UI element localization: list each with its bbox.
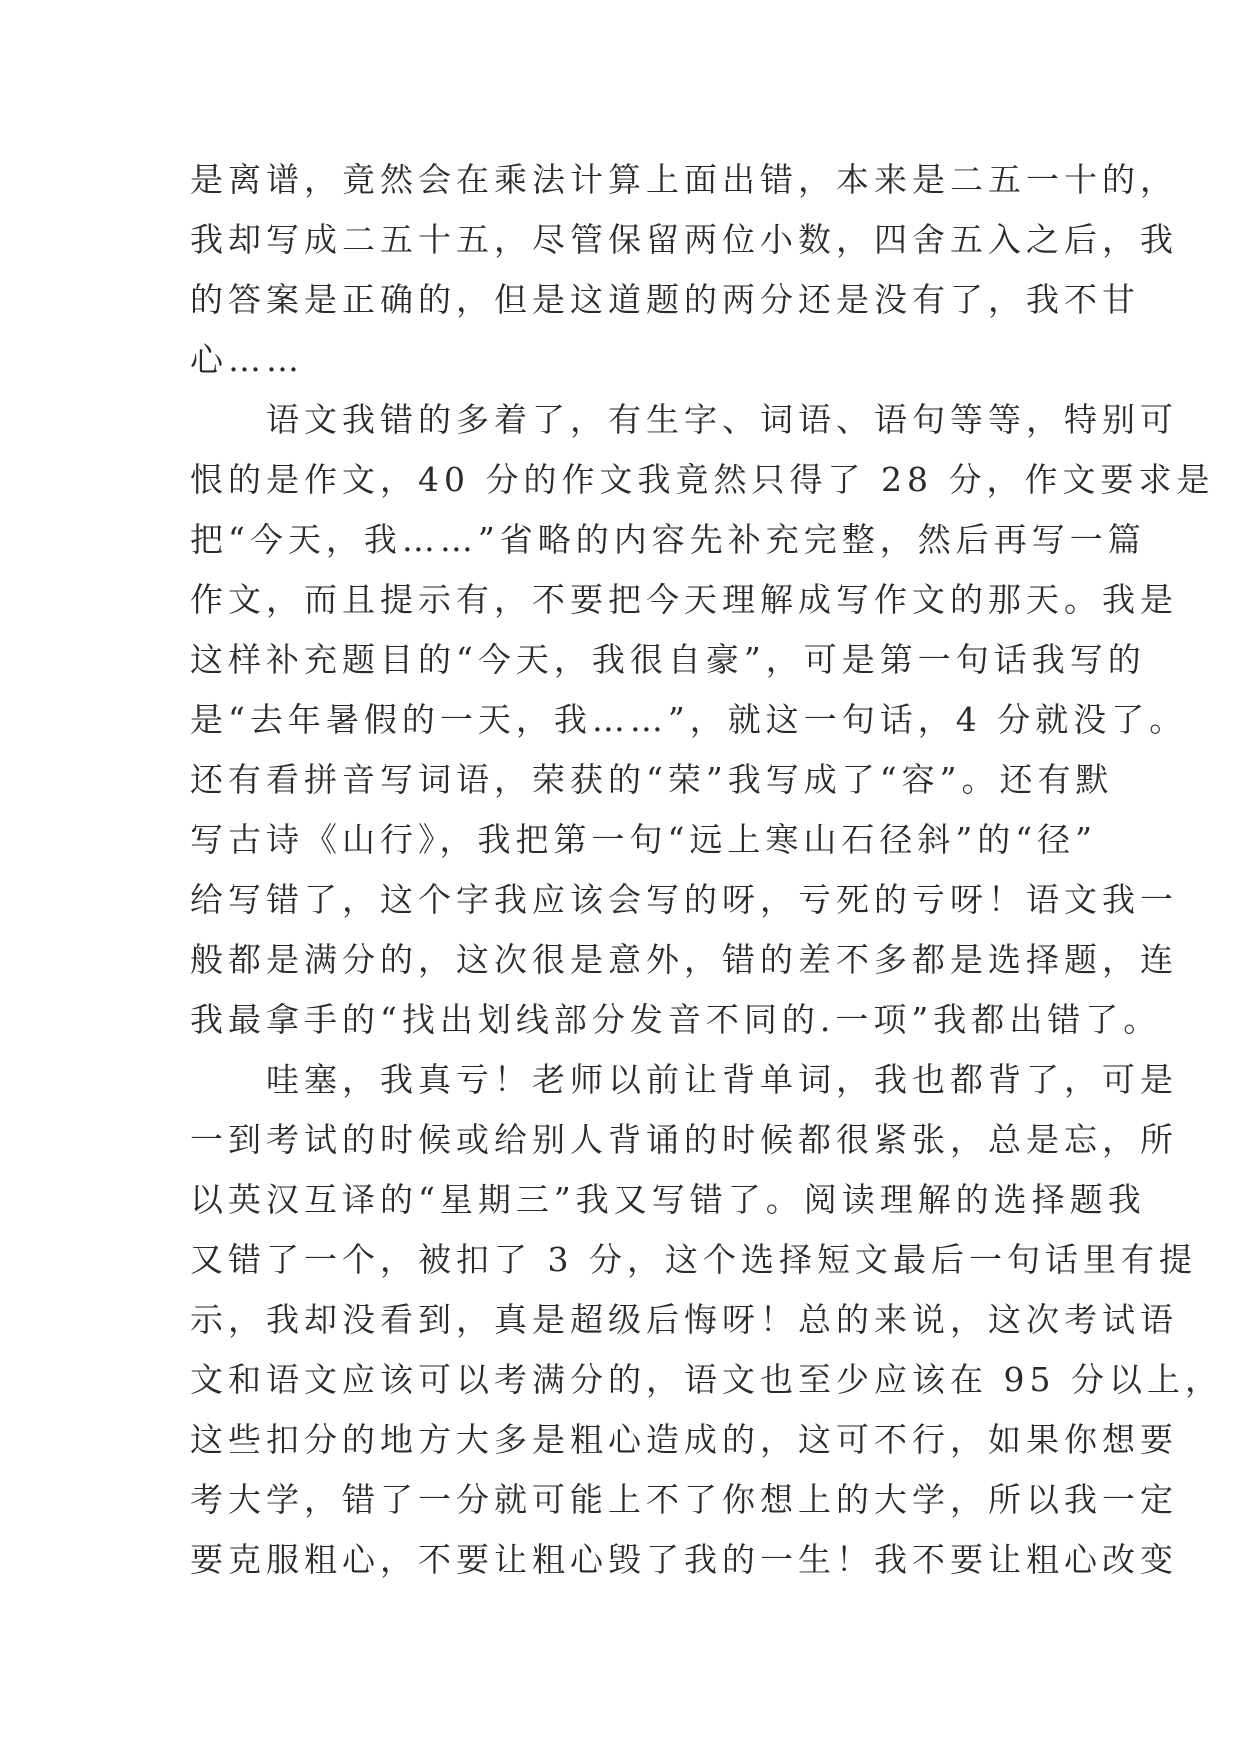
text-line: 这样补充题目的“今天，我很自豪”，可是第一句话我写的 [190, 640, 1146, 679]
text-line: 我却写成二五十五，尽管保留两位小数，四舍五入之后，我 [190, 220, 1178, 259]
text-line: 是“去年暑假的一天，我……”，就这一句话，4 分就没了。 [190, 700, 1188, 739]
text-line: 恨的是作文，40 分的作文我竟然只得了 28 分，作文要求是 [190, 460, 1215, 499]
text-line: 这些扣分的地方大多是粗心造成的，这可不行，如果你想要 [190, 1420, 1178, 1459]
text-line: 写古诗《山行》，我把第一句“远上寒山石径斜”的“径” [190, 820, 1097, 859]
document-body [190, 150, 1223, 1590]
text-line: 的答案是正确的，但是这道题的两分还是没有了，我不甘 [190, 280, 1140, 319]
text-line: 以英汉互译的“星期三”我又写错了。阅读理解的选择题我 [190, 1180, 1146, 1219]
text-line: 语文我错的多着了，有生字、词语、语句等等，特别可 [190, 400, 1178, 439]
text-line: 心…… [190, 340, 304, 379]
text-line: 示，我却没看到，真是超级后悔呀！总的来说，这次考试语 [190, 1300, 1178, 1339]
text-line: 要克服粗心，不要让粗心毁了我的一生！我不要让粗心改变 [190, 1540, 1178, 1579]
text-line: 把“今天，我……”省略的内容先补充完整，然后再写一篇 [190, 520, 1146, 559]
text-line: 作文，而且提示有，不要把今天理解成写作文的那天。我是 [190, 580, 1178, 619]
text-line: 般都是满分的，这次很是意外，错的差不多都是选择题，连 [190, 940, 1178, 979]
text-line: 又错了一个，被扣了 3 分，这个选择短文最后一句话里有提 [190, 1240, 1197, 1279]
text-line: 文和语文应该可以考满分的，语文也至少应该在 95 分以上， [190, 1360, 1223, 1399]
text-line: 给写错了，这个字我应该会写的呀，亏死的亏呀！语文我一 [190, 880, 1178, 919]
text-line: 一到考试的时候或给别人背诵的时候都很紧张，总是忘，所 [190, 1120, 1178, 1159]
text-line: 哇塞，我真亏！老师以前让背单词，我也都背了，可是 [190, 1060, 1178, 1099]
text-line: 我最拿手的“找出划线部分发音不同的.一项”我都出错了。 [190, 1000, 1162, 1039]
text-line: 是离谱，竟然会在乘法计算上面出错，本来是二五一十的， [190, 160, 1178, 199]
text-line: 考大学，错了一分就可能上不了你想上的大学，所以我一定 [190, 1480, 1178, 1519]
text-line: 还有看拼音写词语，荣获的“荣”我写成了“容”。还有默 [190, 760, 1114, 799]
